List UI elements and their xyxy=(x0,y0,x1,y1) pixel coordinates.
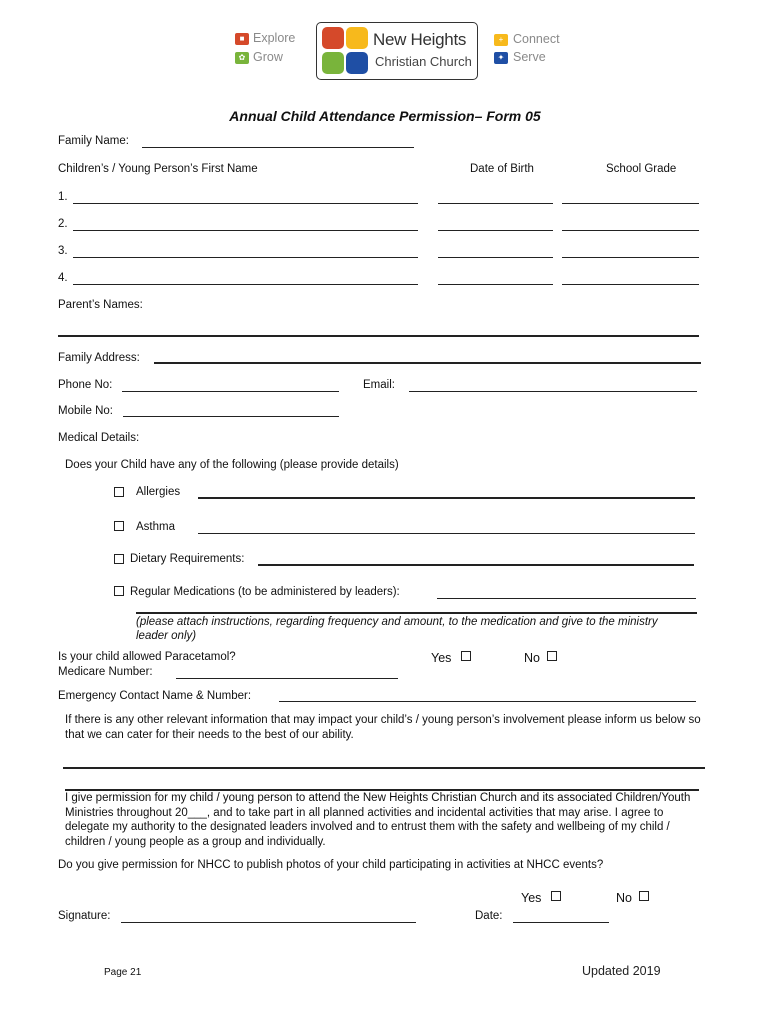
medications-field-line2[interactable] xyxy=(136,612,697,614)
medications-label: Regular Medications (to be administered by leaders): xyxy=(130,586,400,598)
medication-note-continued: leader only) xyxy=(136,630,197,642)
photo-no-label: No xyxy=(616,891,632,905)
signature-label: Signature: xyxy=(58,910,111,922)
medications-checkbox[interactable] xyxy=(114,586,124,596)
logo-square-blue xyxy=(346,52,368,74)
child-row-number: 4. xyxy=(58,272,68,284)
logo-tag-explore: Explore xyxy=(253,31,296,45)
child-2-dob-field[interactable] xyxy=(438,230,553,231)
family-address-label: Family Address: xyxy=(58,352,140,364)
explore-icon: ■ xyxy=(235,33,249,45)
connect-icon: + xyxy=(494,34,508,46)
permission-text: I give permission for my child / young person to attend the New Heights Christian Church and its associated Children/Youth Ministries throughout 20___, and to take part in all planned activities and incidental activities that may arise. I agree to delegate my authority to the designated leaders involved and to entrust them with the safety and wellbeing of my child / children / young people as a group and individually. xyxy=(65,792,691,848)
updated-year: Updated 2019 xyxy=(582,964,661,978)
medicare-field[interactable] xyxy=(176,678,398,679)
dietary-field[interactable] xyxy=(258,564,694,566)
grade-header: School Grade xyxy=(606,163,677,175)
medication-note: (please attach instructions, regarding frequency and amount, to the medication and give to the ministry xyxy=(136,616,658,628)
other-info-field[interactable] xyxy=(63,767,705,769)
logo-tag-serve: Serve xyxy=(513,50,546,64)
church-logo xyxy=(232,22,572,82)
allergies-label: Allergies xyxy=(136,486,181,498)
medical-question: Does your Child have any of the following (please provide details) xyxy=(65,459,399,471)
paracetamol-no-label: No xyxy=(524,651,540,665)
paracetamol-yes-label: Yes xyxy=(431,651,452,665)
email-label: Email: xyxy=(363,379,395,391)
asthma-label: Asthma xyxy=(136,521,175,533)
child-3-name-field[interactable] xyxy=(73,257,418,258)
serve-icon: ✦ xyxy=(494,52,508,64)
phone-field[interactable] xyxy=(122,391,339,392)
logo-name-line2: Christian Church xyxy=(375,54,472,69)
child-4-dob-field[interactable] xyxy=(438,284,553,285)
mobile-field[interactable] xyxy=(123,416,339,417)
family-address-field[interactable] xyxy=(154,362,701,364)
logo-name-line1: New Heights xyxy=(373,30,467,49)
asthma-checkbox[interactable] xyxy=(114,521,124,531)
email-field[interactable] xyxy=(409,391,697,392)
date-field[interactable] xyxy=(513,922,609,923)
child-3-dob-field[interactable] xyxy=(438,257,553,258)
child-row-number: 3. xyxy=(58,245,68,257)
other-info-text: If there is any other relevant information that may impact your child’s / young person’s involvement please inform us below so that we can cater for their needs to the best of our ability. xyxy=(65,714,701,741)
dob-header: Date of Birth xyxy=(470,163,534,175)
asthma-field[interactable] xyxy=(198,533,695,534)
allergies-checkbox[interactable] xyxy=(114,487,124,497)
date-label: Date: xyxy=(475,910,503,922)
logo-tag-connect: Connect xyxy=(513,32,560,46)
child-2-grade-field[interactable] xyxy=(562,230,699,231)
children-name-header: Children’s / Young Person’s First Name xyxy=(58,163,258,175)
page-number: Page 21 xyxy=(104,967,142,978)
emergency-contact-field[interactable] xyxy=(279,701,696,702)
medicare-label: Medicare Number: xyxy=(58,666,153,678)
photo-yes-label: Yes xyxy=(521,891,542,905)
family-name-field[interactable] xyxy=(142,147,414,148)
photo-yes-checkbox[interactable] xyxy=(551,891,561,901)
child-row-number: 2. xyxy=(58,218,68,230)
child-2-name-field[interactable] xyxy=(73,230,418,231)
paracetamol-yes-checkbox[interactable] xyxy=(461,651,471,661)
parents-names-field[interactable] xyxy=(58,335,699,337)
logo-square-green xyxy=(322,52,344,74)
signature-field[interactable] xyxy=(121,922,416,923)
form-title: Annual Child Attendance Permission– Form 05 xyxy=(229,108,541,124)
child-3-grade-field[interactable] xyxy=(562,257,699,258)
phone-label: Phone No: xyxy=(58,379,113,391)
mobile-label: Mobile No: xyxy=(58,405,113,417)
logo-square-yellow xyxy=(346,27,368,49)
dietary-label: Dietary Requirements: xyxy=(130,553,245,565)
child-4-name-field[interactable] xyxy=(73,284,418,285)
logo-square-red xyxy=(322,27,344,49)
child-4-grade-field[interactable] xyxy=(562,284,699,285)
parents-label: Parent’s Names: xyxy=(58,299,143,311)
family-name-label: Family Name: xyxy=(58,135,129,147)
photo-permission-question: Do you give permission for NHCC to publish photos of your child participating in activities at NHCC events? xyxy=(58,859,604,871)
logo-mark xyxy=(316,22,478,80)
photo-no-checkbox[interactable] xyxy=(639,891,649,901)
child-1-dob-field[interactable] xyxy=(438,203,553,204)
medical-label: Medical Details: xyxy=(58,432,140,444)
dietary-checkbox[interactable] xyxy=(114,554,124,564)
logo-tag-grow: Grow xyxy=(253,50,283,64)
allergies-field[interactable] xyxy=(198,497,695,499)
grow-icon: ✿ xyxy=(235,52,249,64)
emergency-contact-label: Emergency Contact Name & Number: xyxy=(58,690,252,702)
medications-field[interactable] xyxy=(437,598,696,599)
paracetamol-question: Is your child allowed Paracetamol? xyxy=(58,651,236,663)
paracetamol-no-checkbox[interactable] xyxy=(547,651,557,661)
child-row-number: 1. xyxy=(58,191,68,203)
child-1-name-field[interactable] xyxy=(73,203,418,204)
child-1-grade-field[interactable] xyxy=(562,203,699,204)
